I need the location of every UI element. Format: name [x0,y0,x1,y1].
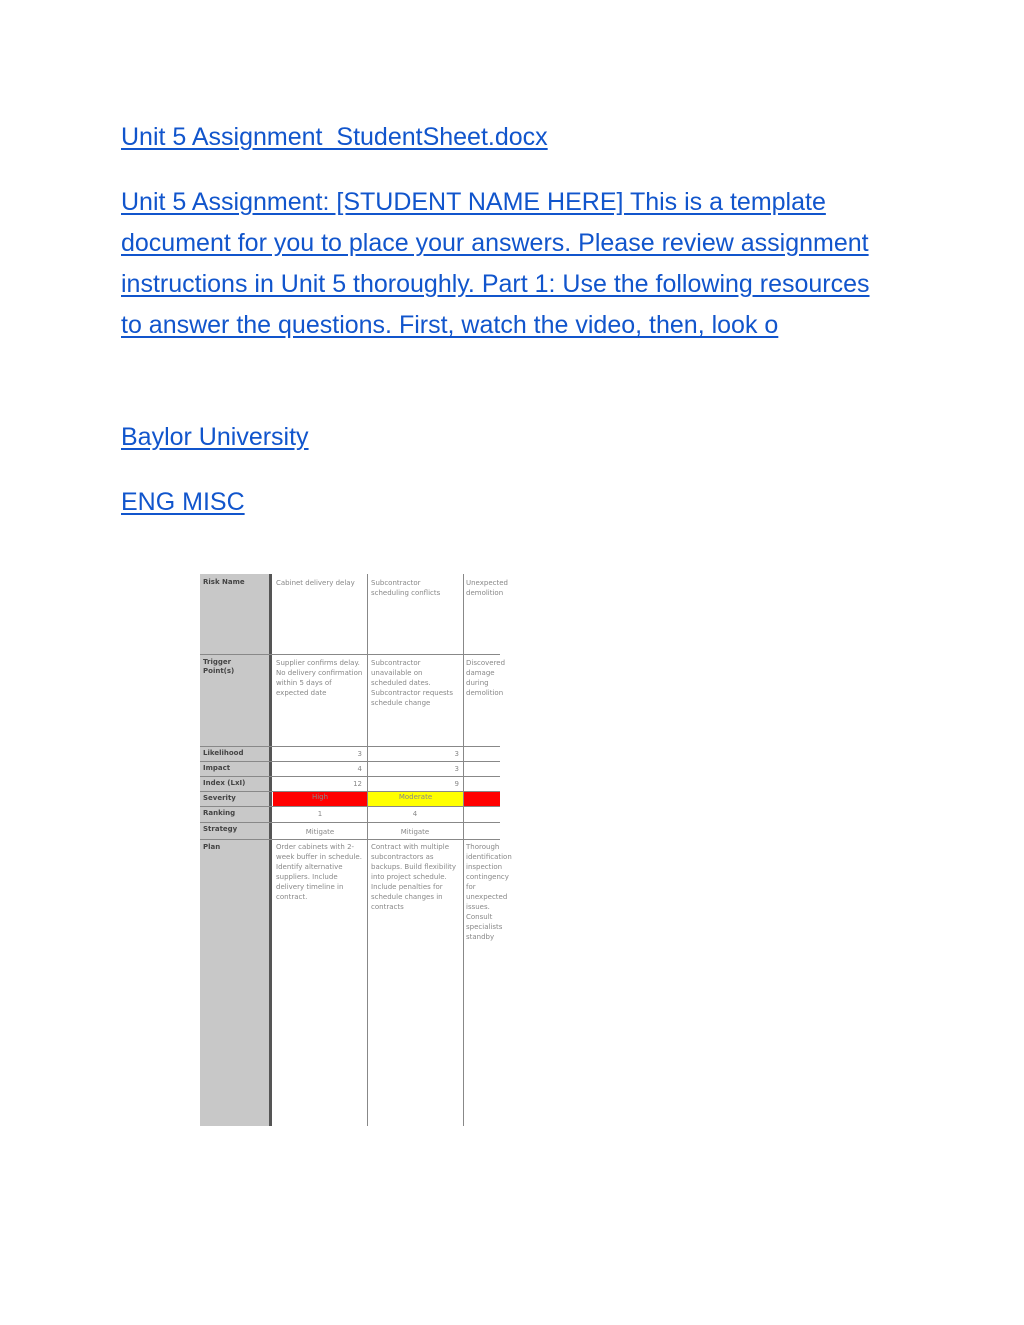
label-index: Index (LxI) [203,779,246,787]
row-divider [200,806,500,807]
cell-risk-name: Subcontractor scheduling conflicts [371,579,441,597]
cell-plan: Contract with multiple subcontractors as backups. Build flexibility into project schedule. Include penalties for schedule changes in contracts [371,843,457,911]
label-ranking: Ranking [203,809,236,817]
document-description-link[interactable]: Unit 5 Assignment: [STUDENT NAME HERE] This is a template document for you to place your answers. Please review assignment instructions in Unit 5 thoroughly. Part 1: Use the following resources to answer the questions. First, watch the video, then, look o [121,188,870,339]
cell-likelihood: 3 [357,750,362,758]
cell-plan: Thorough identification inspection contingency for unexpected issues. Consult specialists standby [466,843,512,941]
row-divider [200,746,500,747]
row-divider [200,761,500,762]
label-plan: Plan [203,843,221,851]
label-impact: Impact [203,764,231,772]
cell-risk-name: Unexpected demolition [466,579,508,597]
column-divider [367,574,368,1126]
label-trigger: Trigger Point(s) [203,658,235,675]
cell-index: 12 [353,780,362,788]
label-strategy: Strategy [203,825,238,833]
cell-strategy: Mitigate [305,828,335,836]
cell-trigger: Subcontractor unavailable on scheduled dates. Subcontractor requests schedule change [371,659,454,707]
row-divider [200,822,500,823]
spreadsheet-thumbnail [200,574,512,1126]
cell-ranking: 1 [317,810,323,818]
cell-trigger: Supplier confirms delay. No delivery confirmation within 5 days of expected date [276,659,363,697]
column-divider [463,574,464,1126]
label-likelihood: Likelihood [203,749,244,757]
row-divider [200,776,500,777]
cell-index: 9 [454,780,459,788]
university-link[interactable]: Baylor University [121,423,309,451]
document-title-link[interactable]: Unit 5 Assignment_StudentSheet.docx [121,123,548,151]
cell-plan: Order cabinets with 2-week buffer in schedule. Identify alternative suppliers. Include delivery timeline in contract. [276,843,362,901]
cell-impact: 3 [454,765,459,773]
cell-trigger: Discovered damage during demolition [466,659,506,697]
course-link[interactable]: ENG MISC [121,488,245,516]
label-severity: Severity [203,794,236,802]
cell-risk-name: Cabinet delivery delay [276,579,355,587]
cell-likelihood: 3 [454,750,459,758]
cell-severity [464,792,500,806]
row-divider [200,839,500,840]
cell-severity: Moderate [368,792,463,806]
cell-strategy: Mitigate [400,828,430,836]
cell-severity: High [273,792,367,806]
row-divider [200,654,500,655]
cell-ranking: 4 [412,810,418,818]
cell-impact: 4 [357,765,362,773]
label-risk-name: Risk Name [203,578,245,586]
